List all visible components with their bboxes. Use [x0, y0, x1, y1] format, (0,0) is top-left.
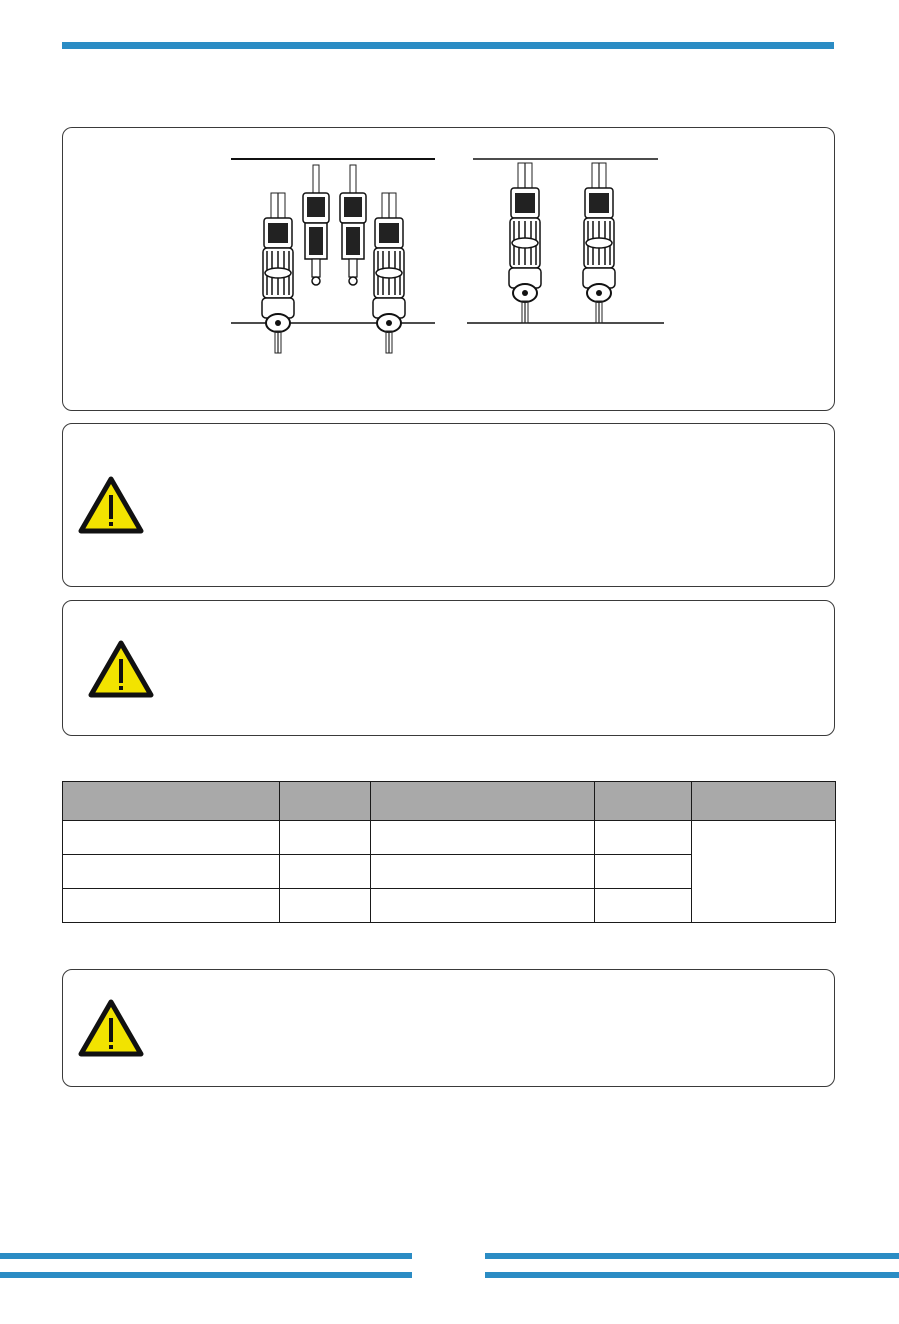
top-accent-bar — [62, 42, 834, 49]
warning-panel-1 — [62, 423, 835, 587]
footer-bar-right-upper — [485, 1253, 899, 1259]
table-header-cell — [692, 782, 836, 821]
table-cell — [371, 889, 595, 923]
spec-table — [62, 781, 836, 923]
warning-triangle-icon — [78, 476, 144, 534]
warning-panel-2 — [62, 600, 835, 736]
table-header-row — [63, 782, 836, 821]
table-header-cell — [280, 782, 371, 821]
footer-bar-left-lower — [0, 1272, 412, 1278]
warning-triangle-icon — [88, 640, 154, 698]
table-cell — [595, 889, 692, 923]
table-cell — [63, 855, 280, 889]
table-cell — [371, 821, 595, 855]
connector-figure-panel — [62, 127, 835, 411]
table-cell — [280, 889, 371, 923]
table-cell — [595, 821, 692, 855]
warning-panel-3 — [62, 969, 835, 1087]
table-cell — [595, 855, 692, 889]
connector-illustration — [63, 128, 836, 412]
table-cell — [371, 855, 595, 889]
footer-bar-right-lower — [485, 1272, 899, 1278]
table-merged-cell — [692, 821, 836, 923]
footer-bar-left-upper — [0, 1253, 412, 1259]
table-cell — [280, 855, 371, 889]
table-header-cell — [63, 782, 280, 821]
table-header-cell — [371, 782, 595, 821]
table-row — [63, 821, 836, 855]
table-cell — [280, 821, 371, 855]
table-cell — [63, 821, 280, 855]
warning-triangle-icon — [78, 999, 144, 1057]
table-cell — [63, 889, 280, 923]
table-header-cell — [595, 782, 692, 821]
